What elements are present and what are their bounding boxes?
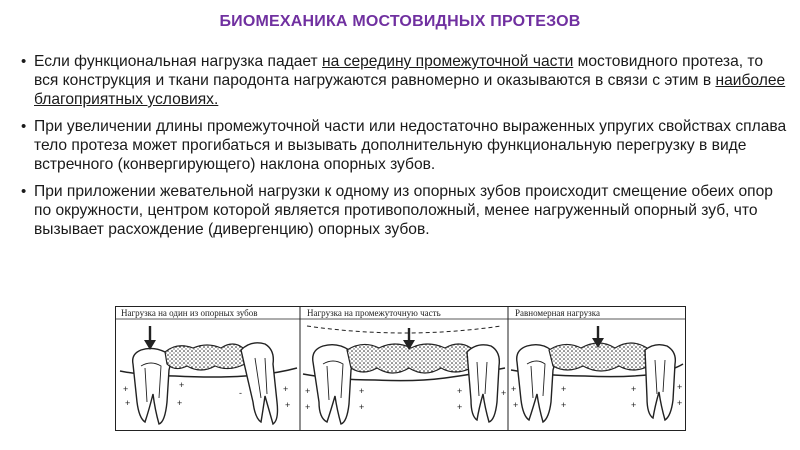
- bullet-text: При увеличении длины промежуточной части или недостаточно выраженных упругих свойствах сплава тело протеза может прогибаться и вызывать дополнительную функциональную перегрузку в виде встречного (конвергирующего) наклона опорных зубов.: [34, 118, 787, 173]
- panel-one-abutment: [120, 326, 297, 424]
- plus-sign: +: [511, 384, 517, 394]
- underlined-phrase: на середину промежуточной части: [322, 53, 574, 70]
- plus-sign: +: [677, 382, 683, 392]
- minus-sign: -: [239, 388, 242, 398]
- bridge-pontic: [165, 344, 245, 370]
- bullet-text: Если функциональная нагрузка падает: [34, 53, 323, 70]
- panel-label-pontic: Нагрузка на промежуточную часть: [307, 308, 441, 318]
- bullet-text: мостовидного протеза, то вся конструкция и ткани пародонта нагружаются равномерно и оказываются в связи с этим в: [34, 53, 764, 89]
- abutment-tooth: [133, 348, 171, 424]
- plus-sign: +: [631, 400, 637, 410]
- plus-sign: +: [457, 386, 463, 396]
- panel-uniform: [511, 326, 683, 422]
- plus-sign: +: [359, 402, 365, 412]
- plus-sign: +: [125, 398, 131, 408]
- plus-sign: +: [179, 380, 185, 390]
- abutment-tooth: [645, 345, 675, 420]
- plus-sign: +: [359, 386, 365, 396]
- abutment-tooth: [467, 345, 499, 422]
- panel-label-uniform: Равномерная нагрузка: [515, 308, 600, 318]
- plus-sign: +: [631, 384, 637, 394]
- plus-sign: +: [177, 398, 183, 408]
- abutment-tooth: [313, 345, 353, 424]
- plus-sign: +: [123, 384, 129, 394]
- deflection-curve: [307, 326, 501, 333]
- panel-label-one-abutment: Нагрузка на один из опорных зубов: [121, 308, 258, 318]
- panel-pontic: [303, 326, 506, 424]
- plus-sign: +: [513, 400, 519, 410]
- plus-sign: +: [305, 402, 311, 412]
- bullet-text: При приложении жевательной нагрузки к одному из опорных зубов происходит смещение обеих опор по окружности, центром которой является противоположный, менее нагруженный опорный зуб, что вызывает расхождение (дивергенцию) опорных зубов.: [34, 183, 773, 238]
- bridge-biomechanics-figure: [115, 306, 686, 431]
- underlined-phrase: наиболее благоприятных условиях.: [34, 72, 786, 108]
- bullet-item: [20, 52, 790, 109]
- slide-title: БИОМЕХАНИКА МОСТОВИДНЫХ ПРОТЕЗОВ: [219, 13, 581, 30]
- plus-sign: +: [677, 398, 683, 408]
- bullet-item: [20, 182, 790, 239]
- plus-sign: +: [457, 402, 463, 412]
- plus-sign: +: [305, 386, 311, 396]
- bridge-pontic: [549, 343, 649, 371]
- plus-sign: +: [285, 400, 291, 410]
- plus-sign: +: [561, 384, 567, 394]
- bullet-list: [20, 52, 790, 247]
- bullet-item: [20, 117, 790, 174]
- plus-sign: +: [283, 384, 289, 394]
- plus-sign: +: [561, 400, 567, 410]
- abutment-tooth: [517, 345, 555, 422]
- plus-sign: +: [501, 388, 507, 398]
